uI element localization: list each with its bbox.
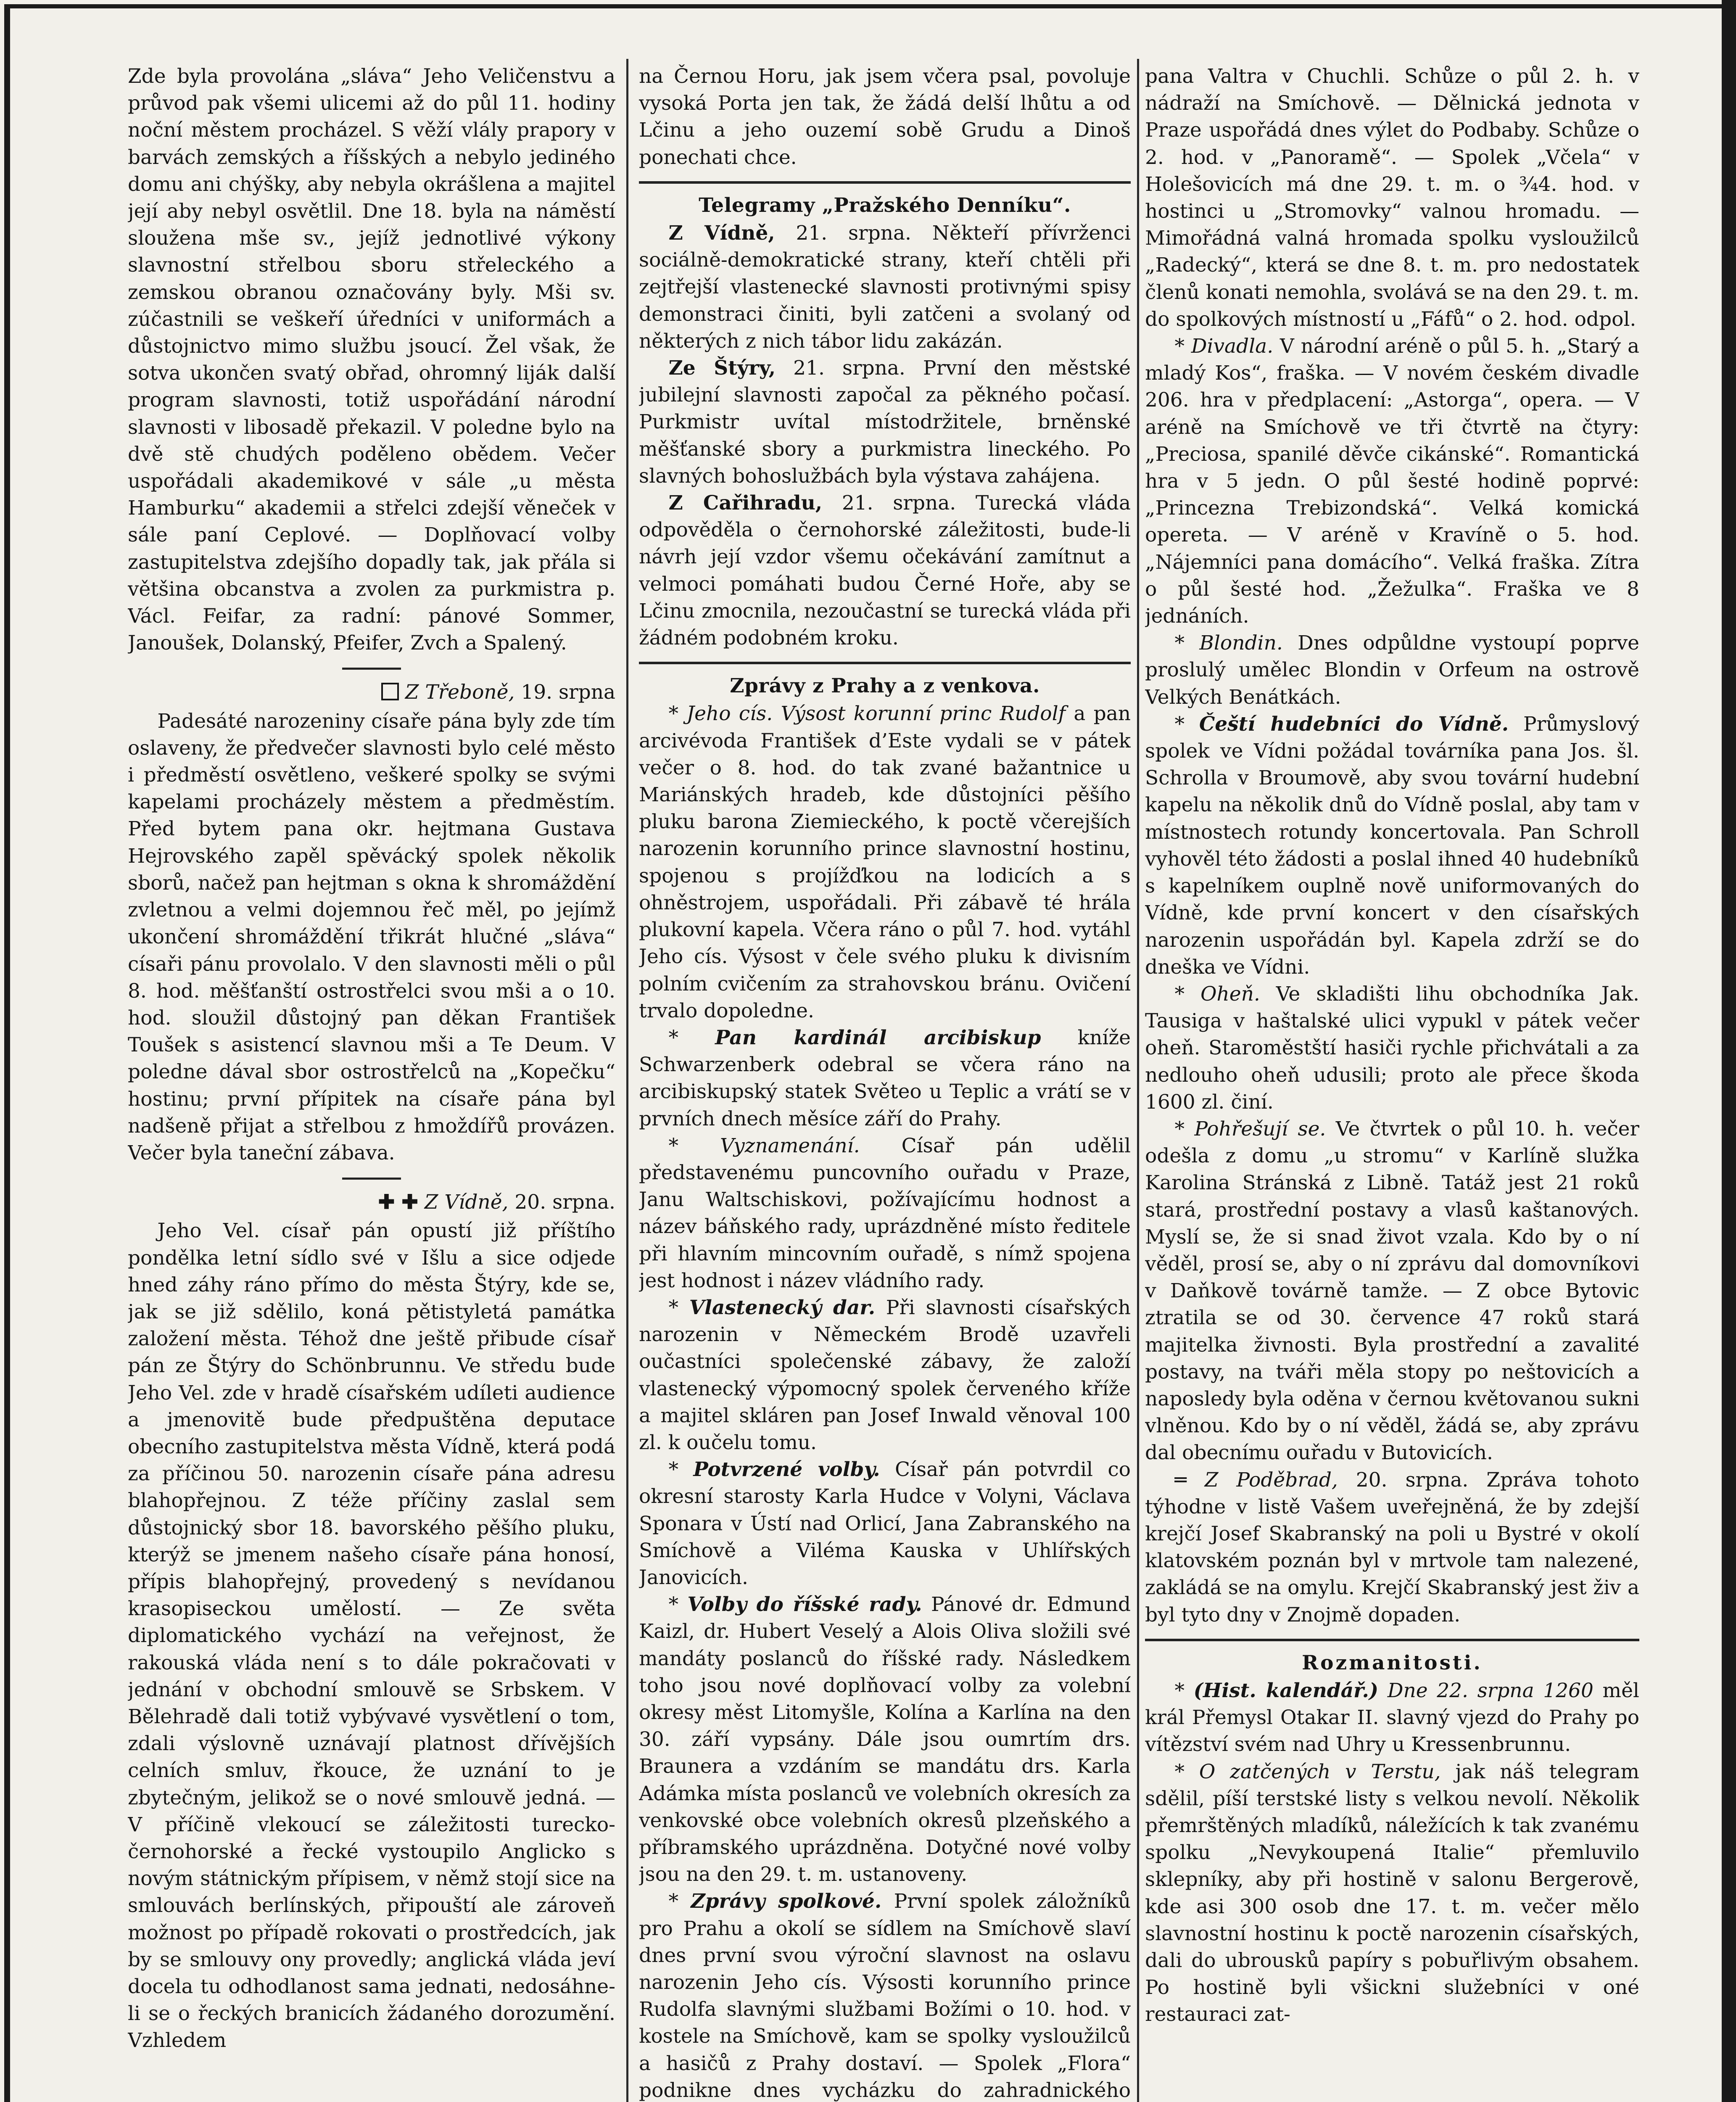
news-item-title: Z Poděbrad,	[1204, 1468, 1338, 1492]
news-item: * Jeho cís. Výsost korunní princ Rudolf a pan arcivévoda František d’Este vydali se v pátek večer o 8. hod. do tak zvané bažantnice u Mariánských hradeb, kde důstojníci pěšího pluku barona Ziemieckého, k poctě včerejších narozenin korunního prince slavnostní hostinu, spojenou s projížďkou na lodicích a s ohněstrojem, uspořádali. Při zábavě té hrála plukovní kapela. Včera ráno o půl 7. hod. vytáhl Jeho cís. Výsost v čele svého pluku k divisním polním cvičením za strahovskou bránu. Ovičení trvalo dopoledne.	[639, 702, 1131, 1022]
miscellany-heading: Rozmanitosti.	[1302, 1651, 1483, 1674]
news-item: * Vlastenecký dar. Při slavnosti císařských narozenin v Německém Brodě uzavřeli oučastníci společenské zábavy, že založí vlastenecký výpomocný spolek červeného kříže a majitel skláren pan Josef Inwald věnoval 100 zl. k oučelu tomu.	[639, 1296, 1131, 1454]
dateline-vienna	[128, 1189, 615, 1216]
news-item-title: Volby do říšské rady.	[687, 1593, 922, 1616]
news-item-text: 20. srpna. Zpráva tohoto týhodne v listě Vašem uveřejněná, že by zdejší krejčí Josef Skabranský na poli u Bystré v okolí klatovském poznán byl v mrtvole tam nalezené, zakládá se na omylu. Krejčí Skabranský jest živ a byl tyto dny v Znojmě dopaden.	[1145, 1468, 1639, 1627]
news-item-text: Pánové dr. Edmund Kaizl, dr. Hubert Veselý a Alois Oliva složili své mandáty poslanců do říšské rady. Následkem toho jsou nové doplňovací volby za volební okresy měst Litomyšle, Kolína a Karlína na den 30. září vypsány. Dále jsou oumrtím drs. Braunera a vzdáním se mandátu drs. Karla Adámka místa poslanců ve volebních okresích za venkovské obce volebních okresů plzeňského a příbramského uprázdněna. Dotyčné nové volby jsou na den 29. t. m. ustanoveny.	[639, 1593, 1131, 1886]
telegram-text: 21. srpna. Turecká vláda odpověděla o černohorské záležitosti, bude-li návrh její vzdor všemu očekávání zamítnut a velmoci pomáhati budou Černé Hoře, aby se Lčinu zmocnila, nezoučastní se turecká vláda při žádném podobném kroku.	[639, 491, 1131, 650]
news-item-title: Čeští hudebníci do Vídně.	[1199, 712, 1509, 736]
section-rule	[1145, 1639, 1639, 1641]
news-item-text: Při slavnosti císařských narozenin v Německém Brodě uzavřeli oučastníci společenské zábavy, že založí vlastenecký výpomocný spolek červeného kříže a majitel skláren pan Josef Inwald věnoval 100 zl. k oučelu tomu.	[639, 1296, 1131, 1454]
news-item-title: Potvrzené volby.	[693, 1458, 880, 1481]
column-1	[128, 63, 615, 2102]
column-rule-1	[626, 59, 628, 2102]
column-3	[1145, 63, 1639, 2102]
column-2	[639, 63, 1131, 2102]
article-trebon: Padesáté narozeniny císaře pána byly zde tím oslaveny, že předvečer slavnosti bylo celé město i předměstí osvětleno, veškeré spolky se svými kapelami procházely městem a předměstím. Před bytem pana okr. hejtmana Gustava Hejrovského zapěl spěvácký spolek několik sborů, načež pan hejtman s okna k shromáždění zvletnou a velmi dojemnou řeč měl, po jejímž ukončení shromáždění třikrát hlučné „sláva“ císaři pánu provolalo. V den slavnosti měli o půl 8. hod. měšťanští ostrostřelci svou mši a o 10. hod. sloužil důstojný pan děkan František Toušek s asistencí slavnou mši a Te Deum. V poledne dával sbor ostrostřelců na „Kopečku“ hostinu; první přípitek na císaře pána byl nadšeně přijat a střelbou z hmoždířů provázen. Večer byla taneční zábava.	[128, 709, 615, 1165]
equals-mark-icon: ═	[1174, 1468, 1187, 1492]
news-heading: Zprávy z Prahy a z venkova.	[730, 674, 1040, 698]
dateline-trebon	[128, 679, 615, 706]
news-item-date: Dne 22. srpna 1260	[1387, 1679, 1594, 1702]
news-item	[1145, 1467, 1639, 1629]
dateline-date: 20. srpna.	[514, 1191, 615, 1214]
telegram-place: Ze Štýry,	[668, 356, 776, 380]
dateline-place: Z Vídně,	[424, 1191, 509, 1214]
news-item-title: Zprávy spolkové.	[691, 1890, 882, 1913]
telegram-text: 21. srpna. Někteří přívrženci sociálně-demokratické strany, kteří chtěli při zejtřejší vlastenecké slavnosti protivnými spisy demonstraci činiti, byli zatčeni a svolaný od některých z nich tábor lidu zakázán.	[639, 222, 1131, 353]
news-item-title: Vyznamenání.	[720, 1134, 860, 1157]
telegram-place: Z Vídně,	[668, 222, 775, 245]
news-item-text: Průmyslový spolek ve Vídni požádal továrníka pana Jos. šl. Schrolla v Broumově, aby svou tovární hudební kapelu na několik dnů do Vídně poslal, aby tam v místnostech rotundy koncertovala. Pan Schroll vyhověl této žádosti a poslal ihned 40 hudebníků s kapelníkem ouplně nově uniformovaných do Vídně, kde první koncert v den císařských narozenin uspořádán byl. Kapela zdrží se do dneška ve Vídni.	[1145, 712, 1639, 979]
news-item-text: jak náš telegram sdělil, píší terstské listy s velkou nevolí. Několik přemrštěných mladíků, náležících k tak zvanému spolku „Nevykoupená Italie“ přemluvilo sklepníky, aby při hostině v salonu Bergerově, kde asi 300 osob dne 17. t. m. večer mělo slavnostní hostinu k poctě narozenin císařských, dali do ubrousků papíry s pobuřlivým obsahem. Po hostině byli všickni služebníci v oné restauraci zat-	[1145, 1760, 1639, 2026]
news-item: * (Hist. kalendář.) Dne 22. srpna 1260 měl král Přemysl Otakar II. slavný vjezd do Prahy po vítězství svém nad Uhry u Kressenbrunnu.	[1145, 1679, 1639, 1756]
news-item-title: (Hist. kalendář.)	[1193, 1679, 1379, 1702]
news-item-title: Pan kardinál arcibiskup	[715, 1026, 1041, 1049]
news-item-title: Blondin.	[1199, 631, 1283, 655]
news-item-text: měl král Přemysl Otakar II. slavný vjezd do Prahy po vítězství svém nad Uhry u Kressenbrunnu.	[1145, 1679, 1639, 1756]
scan-edge	[1722, 0, 1736, 2102]
separator-rule	[342, 668, 401, 670]
news-item: * Pan kardinál arcibiskup kníže Schwarzenberk odebral se včera ráno na arcibiskupský statek Světeo u Teplic a vrátí se v prvních dnech měsíce září do Prahy.	[639, 1026, 1131, 1130]
cross-icon: ✚ ✚	[378, 1191, 418, 1214]
news-item-text: Ve čtvrtek o půl 10. h. večer odešla z domu „u stromu“ v Karlíně služka Karolina Stránská z Libně. Tatáž jest 21 roků stará, prostřední postavy a vlasů kaštanových. Myslí se, že si snad život vzala. Kdo by o ní věděl, prosí se, aby o ní zprávu dal domovníkovi v Daňkově továrně tamže. — Z obce Bytovic ztratila se od 30. července 47 roků stará majitelka živnosti. Byla prostřední a zavalité postavy, na tváři měla stopy po neštovicích a naposledy byla oděna v černou květovanou sukni vlněnou. Kdo by o ní věděl, žádá se, aby zprávu dal obecnímu ouřadu v Butovicích.	[1145, 1117, 1639, 1465]
section-rule	[639, 662, 1131, 664]
news-item: * Vyznamenání. Císař pán udělil představenému puncovního ouřadu v Praze, Janu Waltschiskovi, požívajícímu hodnost a název báňského rady, uprázdněné místo ředitele při hlavním mincovním ouřadě, s nímž spojena jest hodnost i název vládního rady.	[639, 1134, 1131, 1292]
news-item: * Čeští hudebníci do Vídně. Průmyslový spolek ve Vídni požádal továrníka pana Jos. šl. Schrolla v Broumově, aby svou tovární hudební kapelu na několik dnů do Vídně poslal, aby tam v místnostech rotundy koncertovala. Pan Schroll vyhověl této žádosti a poslal ihned 40 hudebníků s kapelníkem ouplně nově uniformovaných do Vídně, kde první koncert v den císařských narozenin uspořádán byl. Kapela zdrží se do dneška ve Vídni.	[1145, 712, 1639, 979]
news-item-title: Oheň.	[1200, 982, 1260, 1006]
news-item-text: kníže Schwarzenberk odebral se včera ráno na arcibiskupský statek Světeo u Teplic a vrátí se v prvních dnech měsíce září do Prahy.	[639, 1026, 1131, 1130]
news-item-text: Císař pán potvrdil co okresní starosty Karla Hudce v Volyni, Václava Sponara v Ústí nad Orlicí, Jana Zabranského na Smíchově a Viléma Kauska v Uhlířských Janovicích.	[639, 1458, 1131, 1589]
dateline-date: 19. srpna	[521, 681, 615, 704]
column-rule-2	[1137, 59, 1139, 2102]
dateline-place: Z Třeboně,	[405, 681, 515, 704]
news-item-text: a pan arcivévoda František d’Este vydali se v pátek večer o 8. hod. do tak zvané bažantnice u Mariánských hradeb, kde důstojníci pěšího pluku barona Ziemieckého, k poctě včerejších narozenin korunního prince slavnostní hostinu, spojenou s projížďkou na lodicích a s ohněstrojem, uspořádali. Při zábavě té hrála plukovní kapela. Včera ráno o půl 7. hod. vytáhl Jeho cís. Výsost v čele svého pluku k divisním polním cvičením za strahovskou bránu. Ovičení trvalo dopoledne.	[639, 702, 1131, 1022]
article-continuation: pana Valtra v Chuchli. Schůze o půl 2. h. v nádraží na Smíchově. — Dělnická jednota v Praze uspořádá dnes výlet do Podbaby. Schůze o 2. hod. v „Panoramě“. — Spolek „Včela“ v Holešovicích má dne 29. t. m. o ¾4. hod. v hostinci u „Stromovky“ valnou hromadu. — Mimořádná valná hromada spolku vysloužilců „Radecký“, která se dne 8. t. m. pro nedostatek členů konati nemohla, svolává se na den 29. t. m. do spolkových místností u „Fáfů“ o 2. hod. odpol.	[1145, 65, 1639, 331]
telegram-item	[639, 220, 1131, 355]
news-item-title: O zatčených v Terstu,	[1199, 1760, 1441, 1783]
telegram-place: Z Cařihradu,	[668, 491, 823, 515]
separator-rule	[342, 1178, 401, 1180]
news-item-text: Ve skladišti lihu obchodníka Jak. Tausiga v haštalské ulici vypukl v pátek večer oheň. Staroměstští hasiči rychle přichvátali a za nedlouho oheň udusili; proto ale přece škoda 1600 zl. činí.	[1145, 982, 1639, 1114]
news-item: * Potvrzené volby. Císař pán potvrdil co okresní starosty Karla Hudce v Volyni, Václava Sponara v Ústí nad Orlicí, Jana Zabranského na Smíchově a Viléma Kauska v Uhlířských Janovicích.	[639, 1458, 1131, 1589]
news-item-text: Císař pán udělil představenému puncovního ouřadu v Praze, Janu Waltschiskovi, požívajícímu hodnost a název báňského rady, uprázdněné místo ředitele při hlavním mincovním ouřadě, s nímž spojena jest hodnost i název vládního rady.	[639, 1134, 1131, 1292]
news-item-title: Jeho cís. Výsost korunní princ Rudolf	[686, 702, 1066, 726]
news-item-title: Pohřešují se.	[1194, 1117, 1326, 1141]
article-vienna: Jeho Vel. císař pán opustí již příštího pondělka letní sídlo své v Išlu a sice odjede hned záhy ráno přímo do města Štýry, kde se, jak se již sdělilo, koná pětistyletá památka založení města. Téhož dne ještě přibude císař pán ze Štýry do Schönbrunnu. Ve středu bude Jeho Vel. zde v hradě císařském udíleti audience a jmenovitě bude předpuštěna deputace obecního zastupitelstva města Vídně, která podá za příčinou 50. narozenin císaře pána adresu blahopřejnou. Z téže příčiny zaslal sem důstojnický sbor 18. bavorského pěšího pluku, kterýž se jmenem našeho císaře pána honosí, přípis blahopřejný, provedený s nevídanou krasopiseckou umělostí. — Ze světa diplomatického vychází na veřejnost, že rakouská vláda není s to dále pokračovati v jednání v obchodní smlouvě se Srbskem. V Bělehradě dali totiž vybývavé vysvětlení o tom, zdali výslovně uznávají platnost dřívějších celních smluv, řkouce, že uznání to je zbytečným, jelikož se o nové smlouvě jedná. — V příčině vlekoucí se záležitosti turecko-černohorské a řecké vystoupilo Anglicko s novým státnickým přípisem, v němž stojí sice na smlouvách berlínských, připouští ale zároveň možnost po případě rokovati o prostředcích, jak by se smlouvy ony provedly; anglická vláda jeví docela tu odhodlanost sama jednati, nedosáhne-li se o řeckých branicích žádaného dorozumění. Vzhledem	[128, 1219, 615, 2052]
news-item-text: Dnes odpůldne vystoupí poprve proslulý umělec Blondin v Orfeum na ostrově Velkých Benátkách.	[1145, 631, 1639, 709]
article-continuation: Zde byla provolána „sláva“ Jeho Veličenstvu a průvod pak všemi ulicemi až do půl 11. hodiny noční městem procházel. S věží vlály prapory v barvách zemských a říšských a nebylo jediného domu ani chýšky, aby nebyla okrášlena a majitel její aby nebyl osvětlil. Dne 18. byla na náměstí sloužena mše sv., jejíž jednotlivé výkony slavnostní střelbou sboru střeleckého a zemskou obranou označovány byly. Mši sv. zúčastnili se veškeří úředníci v uniformách a důstojnictvo mimo službu jsoucí. Žel však, že sotva ukončen svatý obřad, ohromný liják další program slavnosti, totiž uspořádání národní slavnosti v libosadě překazil. V poledne bylo na dvě stě chudých poděleno obědem. Večer uspořádali akademikové v sále „u města Hamburku“ akademii a střelci zdejší věneček v sále paní Ceplové. — Doplňovací volby zastupitelstva zdejšího dopadly tak, jak přála si většina obcanstva a zvolen za purkmistra p. Václ. Feifar, za radní: pánové Sommer, Janoušek, Dolanský, Pfeifer, Zvch a Spalený.	[128, 65, 615, 655]
news-item-text: První spolek záložníků pro Prahu a okolí se sídlem na Smíchově slaví dnes první svou výroční slavnost na oslavu narozenin Jeho cís. Výsosti korunního prince Rudolfa slavnými službami Božími o 10. hod. v kostele na Smíchově, kam se spolky vysloužilců a hasičů z Prahy dostaví. — Spolek „Flora“ podnikne dnes vycházku do zahradnického	[639, 1890, 1131, 2102]
news-item: * O zatčených v Terstu, jak náš telegram sdělil, píší terstské listy s velkou nevolí. Několik přemrštěných mladíků, náležících k tak zvanému spolku „Nevykoupená Italie“ přemluvilo sklepníky, aby při hostině v salonu Bergerově, kde asi 300 osob dne 17. t. m. večer mělo slavnostní hostinu k poctě narozenin císařských, dali do ubrousků papíry s pobuřlivým obsahem. Po hostině byli všickni služebníci v oné restauraci zat-	[1145, 1760, 1639, 2026]
telegrams-heading: Telegramy „Pražského Denníku“.	[699, 193, 1071, 217]
news-item: * Volby do říšské rady. Pánové dr. Edmund Kaizl, dr. Hubert Veselý a Alois Oliva složili své mandáty poslanců do říšské rady. Následkem toho jsou nové doplňovací volby za volební okresy měst Litomyšle, Kolína a Karlína na den 30. září vypsány. Dále jsou oumrtím drs. Braunera a vzdáním se mandátu drs. Karla Adámka místa poslanců ve volebních okresích za venkovské obce volebních okresů plzeňského a příbramského uprázdněna. Dotyčné nové volby jsou na den 29. t. m. ustanoveny.	[639, 1593, 1131, 1886]
news-item-title: Vlastenecký dar.	[689, 1296, 876, 1319]
news-item: * Zprávy spolkové. První spolek záložníků pro Prahu a okolí se sídlem na Smíchově slaví dnes první svou výroční slavnost na oslavu narozenin Jeho cís. Výsosti korunního prince Rudolfa slavnými službami Božími o 10. hod. v kostele na Smíchově, kam se spolky vysloužilců a hasičů z Prahy dostaví. — Spolek „Flora“ podnikne dnes vycházku do zahradnického	[639, 1888, 1131, 2102]
news-item: * Blondin. Dnes odpůldne vystoupí poprve proslulý umělec Blondin v Orfeum na ostrově Velkých Benátkách.	[1145, 631, 1639, 709]
news-item-title: Divadla.	[1191, 335, 1274, 358]
news-item: * Divadla. V národní aréně o půl 5. h. „Starý a mladý Kos“, fraška. — V novém českém divadle 206. hra v předplacení: „Astorga“, opera. — V aréně na Smíchově ve tři čtvrtě na čtyry: „Preciosa, spanilé děvče cikánské“. Romantická hra v 5 jedn. O půl šesté hodině poprvé: „Princezna Trebizondská“. Velká komická opereta. — V aréně v Kravíně o 5. hod. „Nájemníci pana domácího“. Velká fraška. Zítra o půl šesté hod. „Žežulka“. Fraška ve 8 jednáních.	[1145, 335, 1639, 628]
square-icon	[381, 683, 399, 700]
news-item-text: V národní aréně o půl 5. h. „Starý a mladý Kos“, fraška. — V novém českém divadle 206. hra v předplacení: „Astorga“, opera. — V aréně na Smíchově ve tři čtvrtě na čtyry: „Preciosa, spanilé děvče cikánské“. Romantická hra v 5 jedn. O půl šesté hodině poprvé: „Princezna Trebizondská“. Velká komická opereta. — V aréně v Kravíně o 5. hod. „Nájemníci pana domácího“. Velká fraška. Zítra o půl šesté hod. „Žežulka“. Fraška ve 8 jednáních.	[1145, 335, 1639, 628]
telegram-text: 21. srpna. První den městské jubilejní slavnosti započal za pěkného počasí. Purkmistr uvítal místodržitele, brněnské měšťanské sbory a purkmistra lineckého. Po slavných bohoslužbách byla výstava zahájena.	[639, 356, 1131, 488]
telegram-item	[639, 355, 1131, 490]
news-item: * Oheň. Ve skladišti lihu obchodníka Jak. Tausiga v haštalské ulici vypukl v pátek večer oheň. Staroměstští hasiči rychle přichvátali a za nedlouho oheň udusili; proto ale přece škoda 1600 zl. činí.	[1145, 982, 1639, 1114]
article-continuation: na Černou Horu, jak jsem včera psal, povoluje vysoká Porta jen tak, že žádá delší lhůtu a od Lčinu a jeho ouzemí sobě Grudu a Dinoš ponechati chce.	[639, 65, 1131, 169]
section-rule	[639, 181, 1131, 184]
telegram-item	[639, 490, 1131, 652]
news-item: * Pohřešují se. Ve čtvrtek o půl 10. h. večer odešla z domu „u stromu“ v Karlíně služka Karolina Stránská z Libně. Tatáž jest 21 roků stará, prostřední postavy a vlasů kaštanových. Myslí se, že si snad život vzala. Kdo by o ní věděl, prosí se, aby o ní zprávu dal domovníkovi v Daňkově továrně tamže. — Z obce Bytovic ztratila se od 30. července 47 roků stará majitelka živnosti. Byla prostřední a zavalité postavy, na tváři měla stopy po neštovicích a naposledy byla oděna v černou květovanou sukni vlněnou. Kdo by o ní věděl, žádá se, aby zprávu dal obecnímu ouřadu v Butovicích.	[1145, 1117, 1639, 1465]
